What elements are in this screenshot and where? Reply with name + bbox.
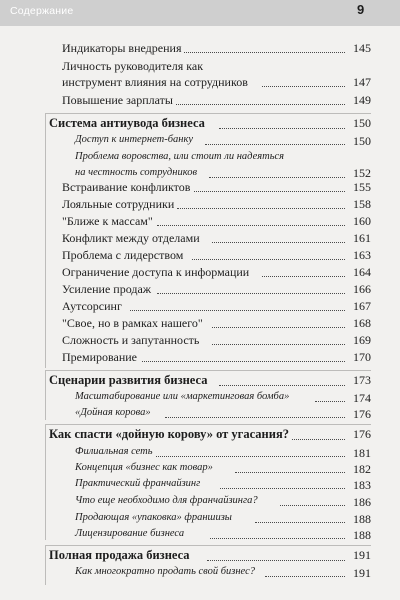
dot-leader bbox=[155, 456, 345, 457]
toc-entry-page: 164 bbox=[353, 265, 371, 279]
toc-entry-page: 183 bbox=[353, 478, 371, 492]
dot-leader bbox=[212, 242, 345, 243]
section-bracket bbox=[45, 545, 46, 585]
dot-leader bbox=[262, 86, 345, 87]
dot-leader bbox=[130, 310, 345, 311]
toc-subentry bbox=[75, 495, 371, 509]
toc-entry bbox=[62, 214, 371, 230]
toc-entry-title: Масштабирование или «маркетинговая бомба» bbox=[75, 391, 292, 402]
dot-leader bbox=[255, 522, 345, 523]
toc-subentry bbox=[75, 478, 371, 492]
toc-entry-title: Полная продажа бизнеса bbox=[49, 548, 193, 563]
toc-subentry bbox=[75, 462, 371, 476]
toc-entry-page: 176 bbox=[353, 427, 371, 441]
toc-entry-page: 176 bbox=[353, 407, 371, 421]
dot-leader bbox=[165, 417, 345, 418]
dot-leader bbox=[220, 488, 345, 489]
toc-entry bbox=[62, 59, 371, 91]
toc-entry-title: Повышение зарплаты bbox=[62, 93, 176, 108]
toc-entry-page: 167 bbox=[353, 299, 371, 313]
dot-leader bbox=[142, 361, 345, 362]
toc-entry-page: 191 bbox=[353, 548, 371, 562]
toc-entry bbox=[62, 299, 371, 315]
toc-entry bbox=[62, 282, 371, 298]
toc-subentry bbox=[75, 566, 371, 580]
toc-entry-page: 160 bbox=[353, 214, 371, 228]
dot-leader bbox=[207, 560, 345, 561]
toc-entry-title: Сложность и запутанность bbox=[62, 333, 202, 348]
dot-leader bbox=[157, 293, 345, 294]
toc-subentry bbox=[75, 151, 371, 181]
dot-leader bbox=[315, 401, 345, 402]
toc-section-heading bbox=[49, 548, 371, 565]
toc-entry-page: 145 bbox=[353, 41, 371, 55]
toc-entry-page: 170 bbox=[353, 350, 371, 364]
dot-leader bbox=[219, 128, 345, 129]
dot-leader bbox=[177, 208, 345, 209]
toc-entry-title: Конфликт между отделами bbox=[62, 231, 203, 246]
toc-entry-title: Усиление продаж bbox=[62, 282, 154, 297]
toc-entry-title: Лояльные сотрудники bbox=[62, 197, 177, 212]
toc-entry-page: 186 bbox=[353, 495, 371, 509]
toc-entry-title: Доступ к интернет-банку bbox=[75, 134, 196, 145]
toc-entry-page: 166 bbox=[353, 282, 371, 296]
toc-subentry bbox=[75, 528, 371, 542]
toc-entry-page: 168 bbox=[353, 316, 371, 330]
toc-entry-title: «Дойная корова» bbox=[75, 407, 154, 418]
toc-entry bbox=[62, 265, 371, 281]
toc-subentry bbox=[75, 391, 371, 405]
toc-entry-title: Что еще необходимо для франчайзинга? bbox=[75, 495, 261, 506]
page-number: 9 bbox=[357, 2, 365, 17]
dot-leader bbox=[235, 472, 345, 473]
dot-leader bbox=[205, 144, 345, 145]
toc-entry bbox=[62, 316, 371, 332]
toc-entry bbox=[62, 350, 371, 366]
section-divider bbox=[45, 424, 371, 425]
toc-entry-title: Встраивание конфликтов bbox=[62, 180, 193, 195]
toc-entry-page: 147 bbox=[353, 75, 371, 89]
toc-entry-page: 173 bbox=[353, 373, 371, 387]
toc-entry-title: Лицензирование бизнеса bbox=[75, 528, 187, 539]
toc-entry-page: 191 bbox=[353, 566, 371, 580]
section-divider bbox=[45, 370, 371, 371]
dot-leader bbox=[265, 576, 345, 577]
toc-entry bbox=[62, 41, 371, 57]
toc-entry-title: Сценарии развития бизнеса bbox=[49, 373, 210, 388]
toc-entry bbox=[62, 180, 371, 196]
dot-leader bbox=[210, 538, 345, 539]
dot-leader bbox=[219, 385, 345, 386]
section-divider bbox=[45, 545, 371, 546]
toc-entry-title: Как спасти «дойную корову» от угасания? bbox=[49, 427, 292, 442]
toc-section-heading bbox=[49, 427, 371, 444]
toc-entry-page: 150 bbox=[353, 116, 371, 130]
dot-leader bbox=[287, 439, 345, 440]
section-divider bbox=[45, 113, 371, 114]
toc-entry-title: "Ближе к массам" bbox=[62, 214, 156, 229]
toc-entry-page: 150 bbox=[353, 134, 371, 148]
toc-entry-page: 181 bbox=[353, 446, 371, 460]
toc-entry-page: 174 bbox=[353, 391, 371, 405]
toc-entry bbox=[62, 197, 371, 213]
toc-entry-title: Как многократно продать свой бизнес? bbox=[75, 566, 258, 577]
toc-subentry bbox=[75, 446, 371, 460]
dot-leader bbox=[212, 327, 345, 328]
section-bracket bbox=[45, 370, 46, 420]
toc-entry-page: 188 bbox=[353, 512, 371, 526]
toc-entry-title: Концепция «бизнес как товар» bbox=[75, 462, 216, 473]
toc-entry-title: Продающая «упаковка» франшизы bbox=[75, 512, 235, 523]
dot-leader bbox=[212, 344, 345, 345]
toc-entry-title: Проблема воровства, или стоит ли надеяться bbox=[75, 151, 287, 162]
toc-entry-page: 158 bbox=[353, 197, 371, 211]
toc-entry-title: Ограничение доступа к информации bbox=[62, 265, 252, 280]
dot-leader bbox=[172, 104, 345, 105]
toc-entry-page: 188 bbox=[353, 528, 371, 542]
toc-subentry bbox=[75, 134, 371, 148]
toc-entry-page: 163 bbox=[353, 248, 371, 262]
dot-leader bbox=[209, 177, 345, 178]
toc-entry-page: 149 bbox=[353, 93, 371, 107]
toc-entry-title: Практический франчайзинг bbox=[75, 478, 203, 489]
toc-entry-page: 155 bbox=[353, 180, 371, 194]
toc-entry-title: "Свое, но в рамках нашего" bbox=[62, 316, 206, 331]
dot-leader bbox=[157, 225, 345, 226]
toc-entry-title: Проблема с лидерством bbox=[62, 248, 186, 263]
toc-entry-page: 152 bbox=[353, 166, 371, 180]
toc-entry bbox=[62, 333, 371, 349]
toc-entry-page: 182 bbox=[353, 462, 371, 476]
toc-entry-title: Индикаторы внедрения bbox=[62, 41, 184, 56]
toc-entry-title: Премирование bbox=[62, 350, 140, 365]
toc-section-heading bbox=[49, 116, 371, 133]
toc-entry-title: Система антиувода бизнеса bbox=[49, 116, 208, 131]
toc-subentry bbox=[75, 407, 371, 421]
toc-subentry bbox=[75, 512, 371, 526]
toc-entry bbox=[62, 93, 371, 109]
dot-leader bbox=[192, 259, 345, 260]
toc-entry bbox=[62, 248, 371, 264]
section-bracket bbox=[45, 113, 46, 368]
toc-entry-title: Личность руководителя как bbox=[62, 59, 206, 74]
dot-leader bbox=[182, 52, 345, 53]
dot-leader bbox=[280, 505, 345, 506]
toc-entry-title-cont: инструмент влияния на сотрудников bbox=[62, 75, 251, 90]
section-bracket bbox=[45, 424, 46, 540]
dot-leader bbox=[262, 276, 345, 277]
toc-section-heading bbox=[49, 373, 371, 390]
toc-entry-page: 161 bbox=[353, 231, 371, 245]
toc-entry-title: Филиальная сеть bbox=[75, 446, 156, 457]
toc-entry bbox=[62, 231, 371, 247]
toc-entry-title-cont: на честность сотрудников bbox=[75, 167, 200, 178]
dot-leader bbox=[192, 191, 345, 192]
running-header-title: Содержание bbox=[10, 5, 74, 17]
toc-entry-title: Аутсорсинг bbox=[62, 299, 125, 314]
toc-entry-page: 169 bbox=[353, 333, 371, 347]
